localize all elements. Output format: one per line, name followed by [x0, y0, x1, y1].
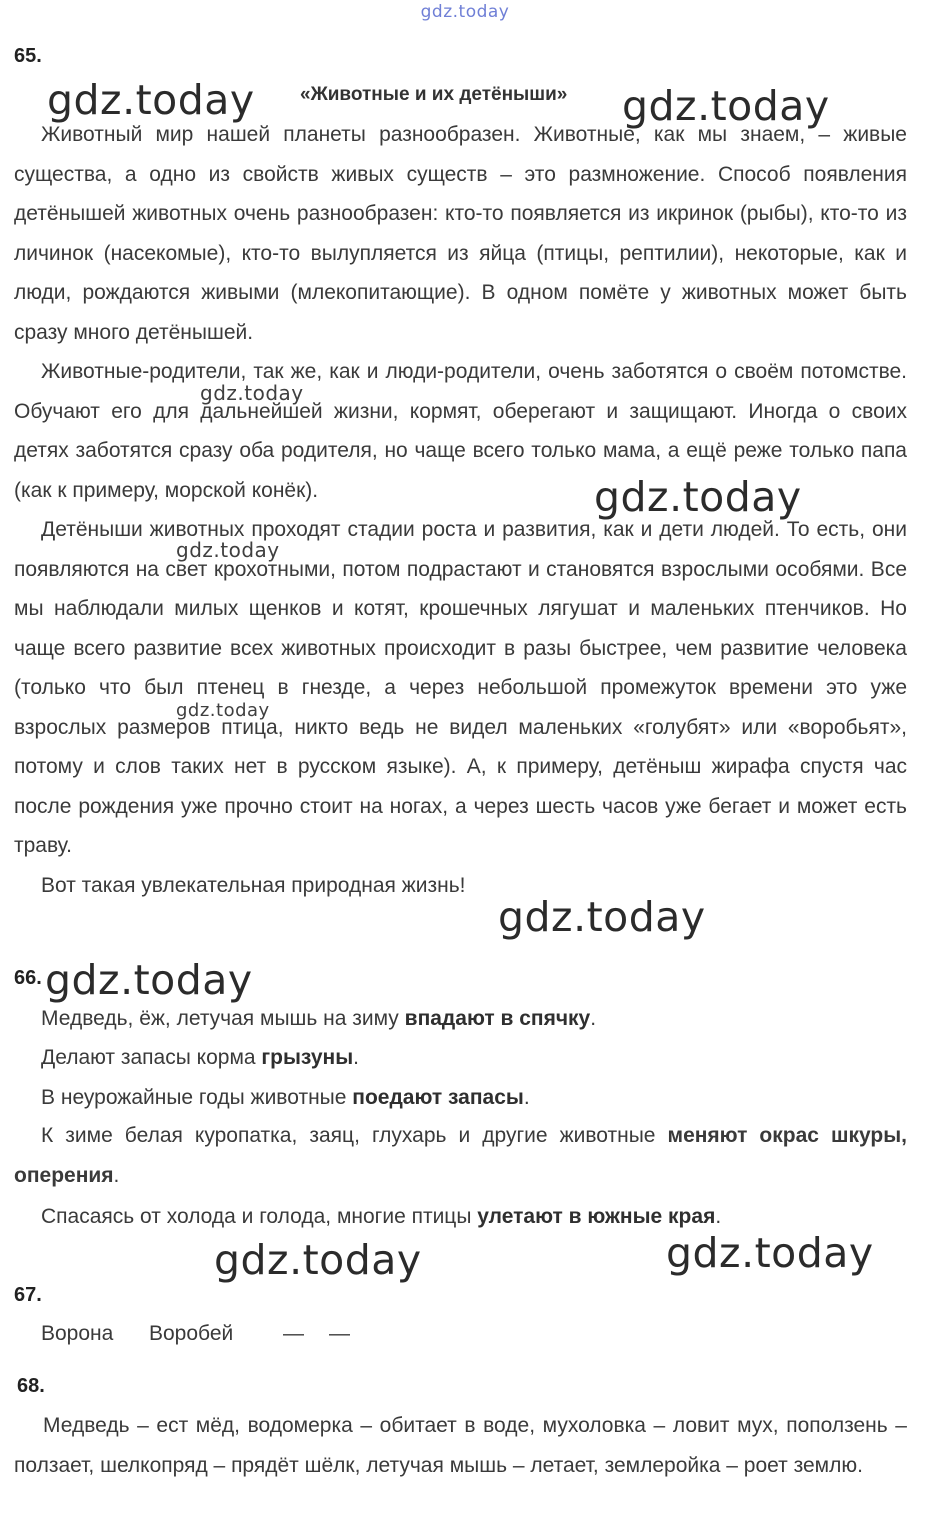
exercise-67-row [41, 1322, 350, 1346]
watermark-1: gdz.today [47, 76, 255, 124]
word-sparrow: Воробей [149, 1322, 234, 1345]
word-crow: Ворона [41, 1322, 114, 1345]
line-5-bold: улетают в южные края [477, 1205, 716, 1228]
line-5-period: . [715, 1205, 722, 1228]
exercise-66-line-1 [41, 1007, 596, 1031]
exercise-65-paragraph-4: Вот такая увлекательная природная жизнь! [41, 874, 466, 897]
exercise-66-line-3 [41, 1086, 530, 1110]
line-4-text: К зиме белая куропатка, заяц, глухарь и другие животные [41, 1124, 668, 1147]
exercise-66-line-2 [41, 1046, 359, 1070]
line-2-period: . [353, 1046, 359, 1069]
watermark-9: gdz.today [214, 1236, 422, 1284]
watermark-6: gdz.today [176, 700, 270, 721]
exercise-66-line-4 [14, 1116, 907, 1195]
dash-1: — [283, 1322, 304, 1345]
line-3-bold: поедают запасы [352, 1086, 524, 1109]
dash-2: — [329, 1322, 350, 1345]
watermark-10: gdz.today [666, 1229, 874, 1277]
watermark-7: gdz.today [498, 893, 706, 941]
exercise-65-paragraph-3: Детёныши животных проходят стадии роста и развития, как и дети людей. То есть, они появляются на свет крохотными, потом подрастают и становятся взрослыми особями. Все мы наблюдали милых щенков и котят, крошечных лягушат и маленьких птенчиков. Но чаще всего развитие всех животных происходит в разы быстрее, чем развитие человека (только что был птенец в гнезде, а через небольшой промежуток времени это уже взрослых размеров птица, никто ведь не видел маленьких «голубят» или «воробьят», потому и слов таких нет в русском языке). А, к примеру, детёныш жирафа спустя час после рождения уже прочно стоит на ногах, а через шесть часов уже бегает и может есть траву. [14, 518, 907, 857]
watermark-3: gdz.today [200, 381, 304, 405]
line-1-text: Медведь, ёж, летучая мышь на зиму [41, 1007, 405, 1030]
line-3-text: В неурожайные годы животные [41, 1086, 353, 1109]
exercise-65-paragraph-2: Животные-родители, так же, как и люди-родители, очень заботятся о своём потомстве. Обучают его для дальнейшей жизни, кормят, оберегают и защищают. Иногда о своих детях заботятся сразу оба родителя, но чаще всего только мама, а ещё реже только папа (как к примеру, морской конёк). [14, 360, 907, 502]
exercise-65-paragraph-1: Животный мир нашей планеты разнообразен. Животные, как мы знаем, – живые существа, а одно из свойств живых существ – это размножение. Способ появления детёнышей животных очень разнообразен: кто-то появляется из икринок (рыбы), кто-то из личинок (насекомые), кто-то вылупляется из яйца (птицы, рептилии), некоторые, как и люди, рождаются живыми (млекопитающие). В одном помёте у животных может быть сразу много детёнышей. [14, 123, 907, 344]
line-2-bold: грызуны [261, 1046, 354, 1069]
exercise-67-number: 67. [14, 1284, 42, 1306]
line-3-period: . [523, 1086, 530, 1109]
exercise-68-number: 68. [17, 1375, 45, 1397]
line-1-bold: впадают в спячку [404, 1007, 591, 1030]
line-5-text: Спасаясь от холода и голода, многие птицы [41, 1205, 478, 1228]
line-2-text: Делают запасы корма [41, 1046, 262, 1069]
watermark-5: gdz.today [176, 538, 280, 562]
watermark-8: gdz.today [45, 956, 253, 1004]
exercise-66-number: 66. [14, 967, 42, 989]
exercise-65-title: «Животные и их детёныши» [300, 84, 568, 105]
exercise-66-line-5 [41, 1205, 721, 1229]
line-4-period: . [113, 1163, 120, 1187]
exercise-68-paragraph: Медведь – ест мёд, водомерка – обитает в воде, мухоловка – ловит мух, поползень – ползает, шелкопряд – прядёт шёлк, летучая мышь – летает, землеройка – роет землю. [14, 1414, 907, 1477]
watermark-2: gdz.today [622, 82, 830, 130]
line-4-bold: меняют окрас шкуры, оперения [14, 1124, 907, 1187]
exercise-65-number: 65. [14, 45, 42, 67]
watermark-top: gdz.today [420, 2, 510, 22]
watermark-4: gdz.today [594, 473, 802, 521]
line-1-period: . [590, 1007, 597, 1030]
